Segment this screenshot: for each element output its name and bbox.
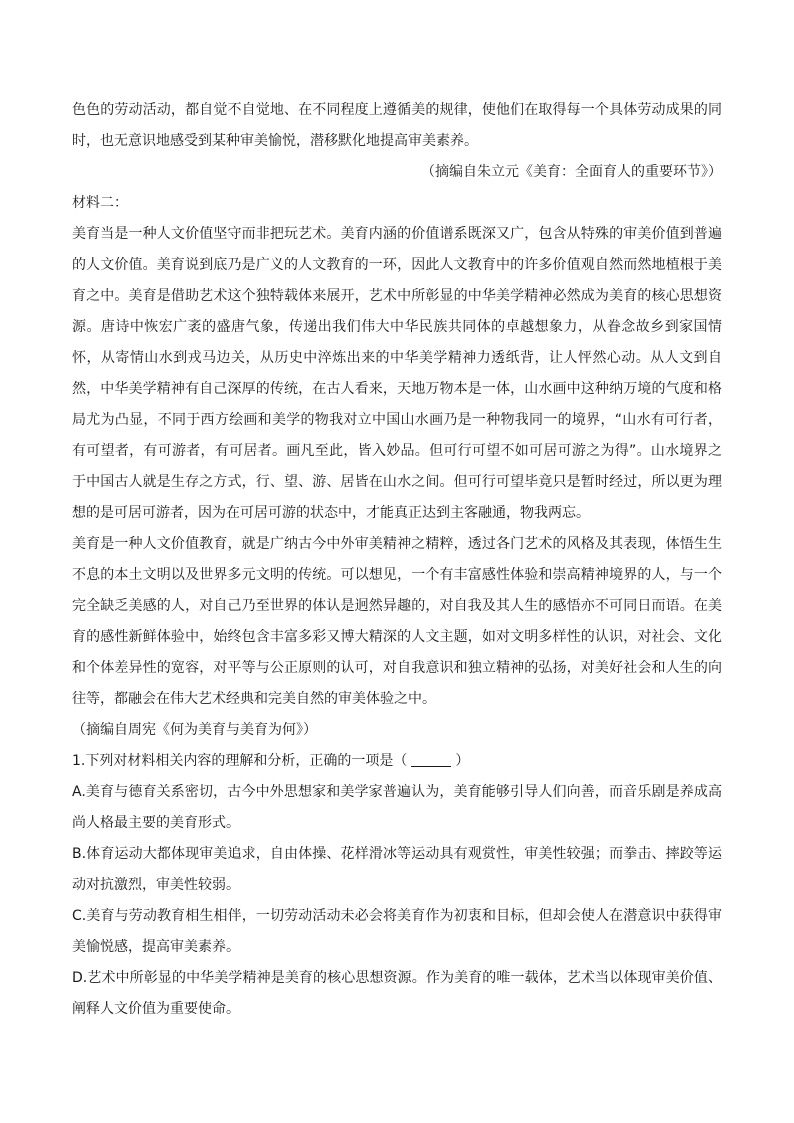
answer-blank[interactable]: [411, 752, 451, 767]
option-d: D.艺术中所彰显的中华美学精神是美育的核心思想资源。作为美育的唯一载体，艺术当以体现审美价值、阐释人文价值为重要使命。: [72, 970, 722, 1017]
source-citation-2: （摘编自周宪《何为美育与美育为何》）: [72, 722, 317, 738]
question-stem: [72, 746, 722, 777]
option-c: C.美育与劳动教育相生相伴，一切劳动活动未必会将美育作为初衷和目标，但却会使人在潜意识中获得审美愉悦感，提高审美素养。: [72, 908, 722, 955]
question-stem-close: ）: [455, 753, 470, 769]
source-citation-1: （摘编自朱立元《美育：全面育人的重要环节》）: [421, 164, 722, 180]
paragraph-continuation: 色色的劳动活动，都自觉不自觉地、在不同程度上遵循美的规律，使他们在取得每一个具体劳动成果的同时，也无意识地感受到某种审美愉悦，潜移默化地提高审美素养。: [72, 102, 722, 149]
question-stem-text: 1.下列对材料相关内容的理解和分析，正确的一项是（: [72, 753, 408, 769]
document-page: [72, 95, 722, 1025]
material-2-paragraph-2: 美育是一种人文价值教育，就是广纳古今中外审美精神之精粹，透过各门艺术的风格及其表现，体悟生生不息的本土文明以及世界多元文明的传统。可以想见，一个有丰富感性体验和崇高精神境界的人，与一个完全缺乏美感的人，对自己乃至世界的体认是迥然异趣的，对自我及其人生的感悟亦不可同日而语。在美育的感性新鲜体验中，始终包含丰富多彩又博大精深的人文主题，如对文明多样性的认识，对社会、文化和个体差异性的宽容，对平等与公正原则的认可，对自我意识和独立精神的弘扬，对美好社会和人生的向往等，都融会在伟大艺术经典和完美自然的审美体验之中。: [72, 536, 722, 707]
material-2-heading: 材料二：: [72, 195, 128, 211]
option-b: B.体育运动大都体现审美追求，自由体操、花样滑冰等运动具有观赏性，审美性较强；而拳击、摔跤等运动对抗激烈，审美性较弱。: [72, 846, 722, 893]
material-2-paragraph-1: 美育当是一种人文价值坚守而非把玩艺术。美育内涵的价值谱系既深又广，包含从特殊的审美价值到普遍的人文价值。美育说到底乃是广义的人文教育的一环，因此人文教育中的许多价值观自然而然地植根于美育之中。美育是借助艺术这个独特载体来展开，艺术中所彰显的中华美学精神必然成为美育的核心思想资源。唐诗中恢宏广袤的盛唐气象，传递出我们伟大中华民族共同体的卓越想象力，从眷念故乡到家国情怀，从寄情山水到戎马边关，从历史中淬炼出来的中华美学精神力透纸背，让人怦然心动。从人文到自然，中华美学精神有自己深厚的传统，在古人看来，天地万物本是一体，山水画中这种纳万境的气度和格局尤为凸显，不同于西方绘画和美学的物我对立中国山水画乃是一种物我同一的境界，“山水有可行者，有可望者，有可游者，有可居者。画凡至此，皆入妙品。但可行可望不如可居可游之为得”。山水境界之于中国古人就是生存之方式，行、望、游、居皆在山水之间。但可行可望毕竟只是暂时经过，所以更为理想的是可居可游者，因为在可居可游的状态中，才能真正达到主客融通，物我两忘。: [72, 226, 722, 521]
option-a: A.美育与德育关系密切，古今中外思想家和美学家普遍认为，美育能够引导人们向善，而音乐剧是养成高尚人格最主要的美育形式。: [72, 784, 722, 831]
